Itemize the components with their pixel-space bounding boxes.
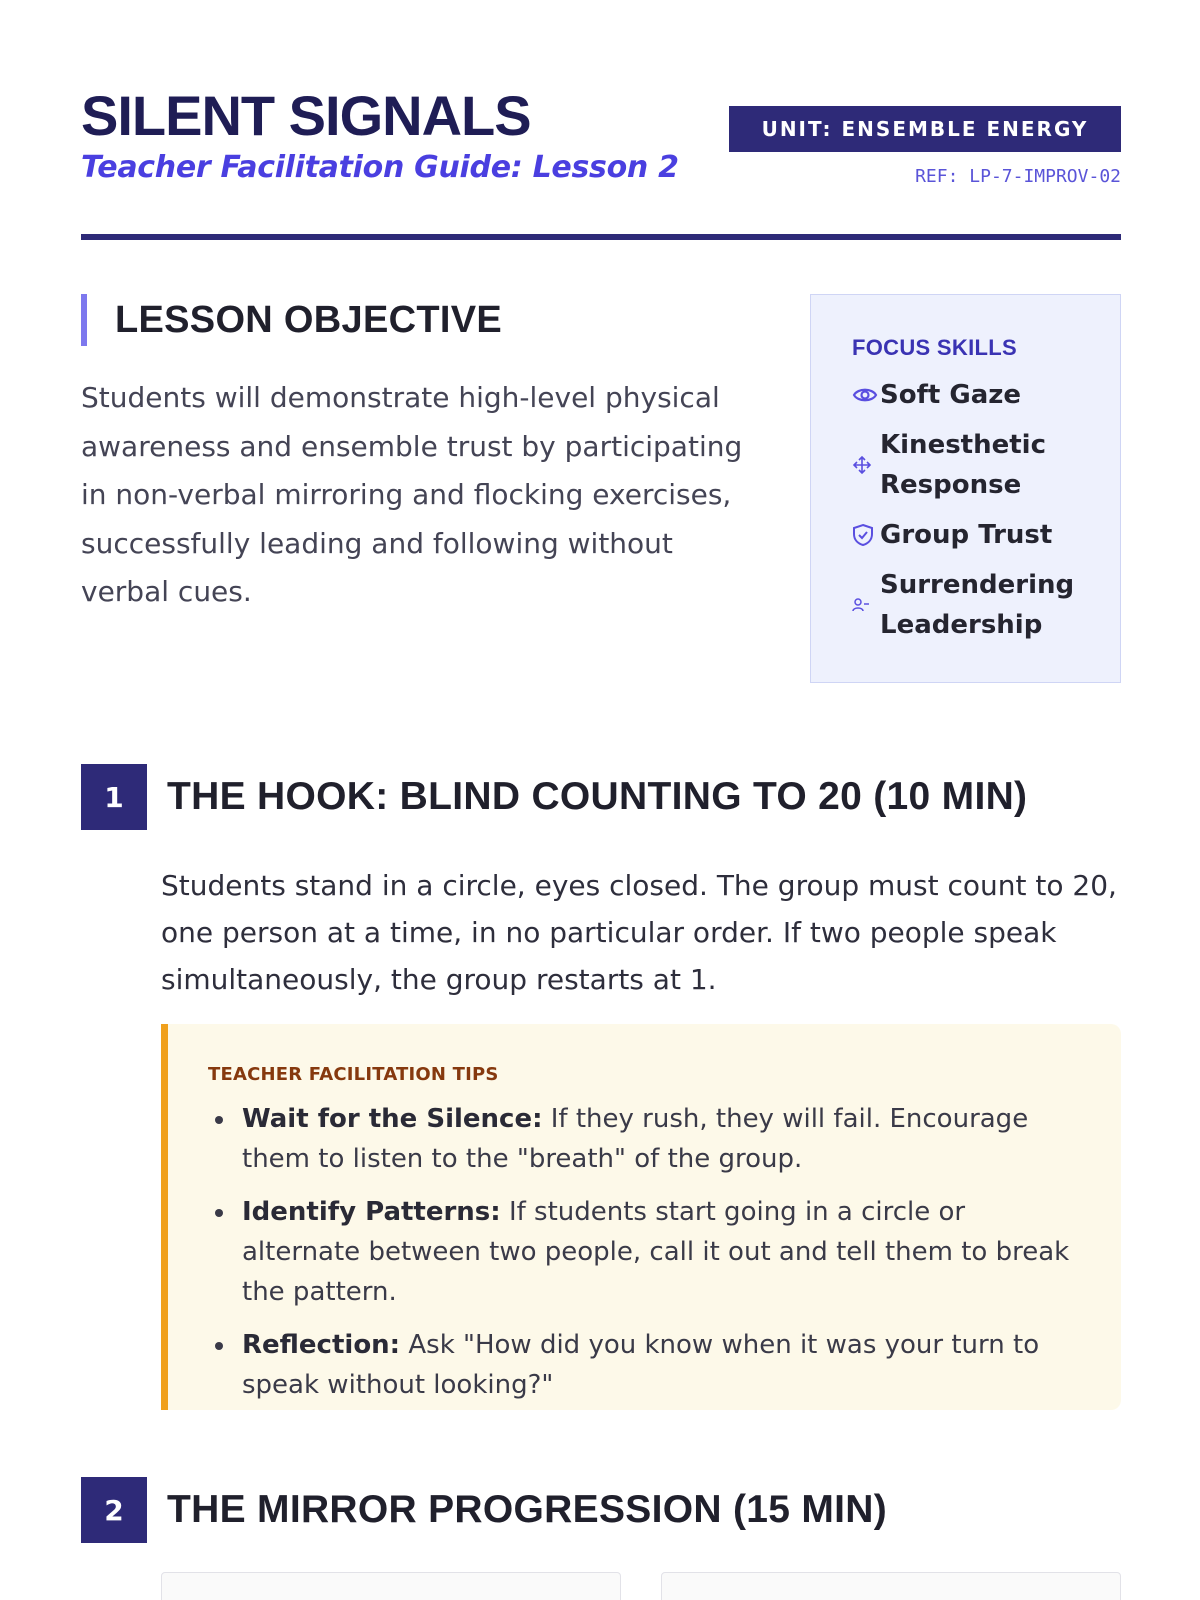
section-2-heading (81, 1477, 887, 1543)
section-number-badge: 2 (81, 1477, 147, 1543)
focus-skills-title: FOCUS SKILLS (852, 335, 1017, 360)
focus-skill-item (852, 425, 1120, 505)
page-header (81, 86, 1121, 242)
tip-text: Ask "How did you know when it was your turn to speak without looking?" (242, 1330, 1040, 1400)
tip-item (208, 1325, 1081, 1405)
focus-skill-label: Soft Gaze (880, 380, 1022, 410)
shield-check-icon (852, 523, 880, 547)
tips-title: TEACHER FACILITATION TIPS (208, 1064, 499, 1085)
focus-skill-label: Group Trust (880, 520, 1053, 550)
page-title: SILENT SIGNALS (81, 84, 531, 147)
tip-lead: Wait for the Silence: (242, 1104, 543, 1134)
section-title: THE MIRROR PROGRESSION (15 MIN) (167, 1488, 888, 1531)
eye-icon (852, 385, 880, 405)
tip-lead: Identify Patterns: (242, 1197, 501, 1227)
user-minus-icon (852, 597, 880, 613)
tip-lead: Reflection: (242, 1330, 401, 1360)
section-title: THE HOOK: BLIND COUNTING TO 20 (10 MIN) (167, 775, 1028, 818)
objective-text: Students will demonstrate high-level physical awareness and ensemble trust by participating in non-verbal mirroring and flocking exercises, successfully leading and following without verbal cues. (81, 381, 743, 609)
unit-badge: UNIT: ENSEMBLE ENERGY (729, 106, 1121, 152)
mirror-card-right (661, 1572, 1121, 1600)
focus-skill-label: Surrendering Leadership (880, 570, 1075, 640)
focus-skill-item (852, 515, 1120, 555)
mirror-card-left (161, 1572, 621, 1600)
objective-heading: LESSON OBJECTIVE (81, 294, 502, 346)
section-number-badge: 1 (81, 764, 147, 830)
facilitation-tips-box (161, 1024, 1121, 1410)
tips-list (208, 1099, 1081, 1405)
tip-item (208, 1192, 1081, 1312)
tip-text: If they rush, they will fail. Encourage them to listen to the "breath" of the group. (242, 1104, 1029, 1174)
reference-code: REF: LP-7-IMPROV-02 (915, 166, 1121, 187)
header-divider (81, 234, 1121, 240)
focus-skill-item (852, 375, 1120, 415)
tip-item (208, 1099, 1081, 1179)
section-1-body: Students stand in a circle, eyes closed. The group must count to 20, one person at a time, in no particular order. If two people speak simultaneously, the group restarts at 1. (161, 869, 1117, 996)
move-icon (852, 455, 880, 475)
section-1-heading (81, 764, 1027, 830)
tip-text: If students start going in a circle or alternate between two people, call it out and tell them to break the pattern. (242, 1197, 1070, 1307)
focus-skill-label: Kinesthetic Response (880, 430, 1047, 500)
focus-skill-item (852, 565, 1120, 645)
focus-skills-panel (810, 294, 1121, 683)
page-subtitle: Teacher Facilitation Guide: Lesson 2 (81, 150, 679, 185)
